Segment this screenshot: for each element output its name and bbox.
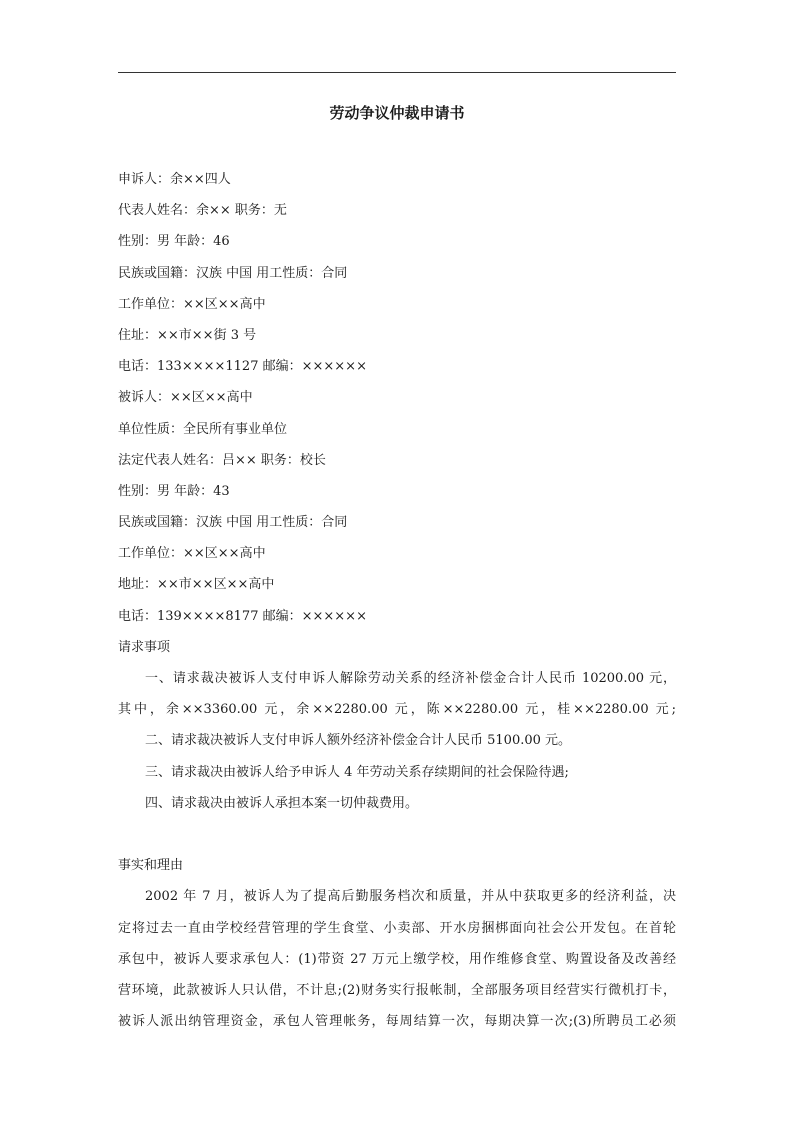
field-line: 电话：133××××1127 邮编：×××××× [118, 359, 367, 375]
field-line: 地址：××市××区××高中 [118, 577, 275, 593]
field-line: 申诉人：余××四人 [118, 172, 231, 187]
facts-line: 承包中，被诉人要求承包人：(1)带资 27 万元上缴学校，用作维修食堂、购置设备及改善经 [118, 951, 676, 967]
field-line: 性别：男 年龄：43 [118, 483, 230, 499]
claim-2: 二、请求裁决被诉人支付申诉人额外经济补偿金合计人民币 5100.00 元。 [145, 733, 572, 749]
field-line: 电话：139××××8177 邮编：×××××× [118, 608, 367, 624]
facts-line: 定将过去一直由学校经营管理的学生食堂、小卖部、开水房捆梆面向社会公开发包。在首轮 [118, 920, 676, 936]
claims-section [118, 632, 676, 819]
field-line: 单位性质：全民所有事业单位 [118, 421, 288, 437]
header-rule [118, 72, 676, 73]
claim-1-line-2: 其中，余××3360.00 元，余××2280.00 元，陈××2280.00 元，桂××2280.00 元; [118, 702, 676, 718]
field-line: 民族或国籍：汉族 中国 用工性质：合同 [118, 265, 348, 281]
field-line: 被诉人：××区××高中 [118, 390, 253, 406]
field-line: 民族或国籍：汉族 中国 用工性质：合同 [118, 515, 348, 531]
claim-1-line-1: 一、请求裁决被诉人支付申诉人解除劳动关系的经济补偿金合计人民币 10200.00 元， [145, 671, 676, 686]
claim-3: 三、请求裁决由被诉人给予申诉人 4 年劳动关系存续期间的社会保险待遇; [145, 764, 569, 780]
facts-section [118, 850, 676, 1037]
field-line: 工作单位：××区××高中 [118, 546, 266, 562]
party-info [118, 164, 676, 632]
document-title: 劳动争议仲裁申请书 [329, 104, 465, 122]
facts-line: 营环境，此款被诉人只认借，不计息;(2)财务实行报帐制，全部服务项目经营实行微机打卡， [118, 982, 676, 998]
field-line: 工作单位：××区××高中 [118, 296, 266, 312]
facts-line: 被诉人派出纳管理资金，承包人管理帐务，每周结算一次，每期决算一次;(3)所聘员工必须 [118, 1014, 676, 1030]
spacer [118, 819, 676, 850]
claim-4: 四、请求裁决由被诉人承担本案一切仲裁费用。 [145, 795, 419, 811]
facts-heading: 事实和理由 [118, 858, 184, 874]
claims-heading: 请求事项 [118, 639, 171, 655]
field-line: 性别：男 年龄：46 [118, 234, 230, 250]
document-body [118, 164, 676, 1037]
field-line: 住址：××市××街 3 号 [118, 327, 257, 343]
field-line: 代表人姓名：余×× 职务：无 [118, 203, 287, 219]
field-line: 法定代表人姓名：吕×× 职务：校长 [118, 452, 326, 468]
facts-line: 2002 年 7 月，被诉人为了提高后勤服务档次和质量，并从中获取更多的经济利益，决 [145, 889, 676, 905]
